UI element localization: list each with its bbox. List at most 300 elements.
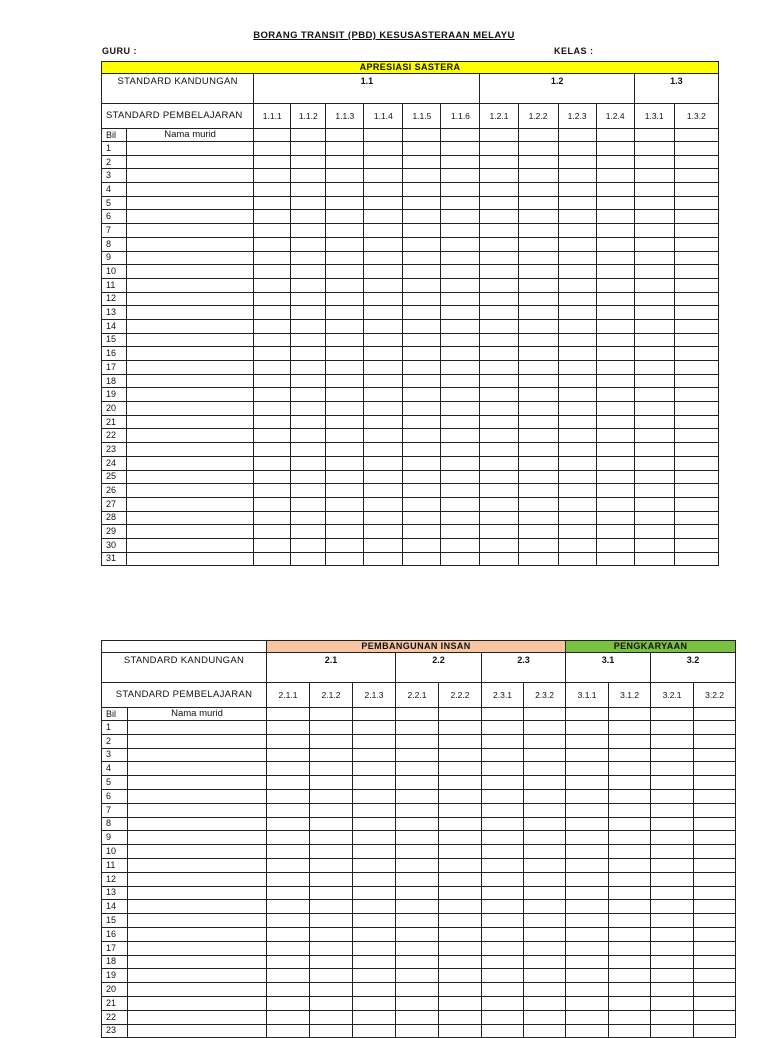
grade-cell[interactable]	[596, 429, 634, 443]
grade-cell[interactable]	[353, 734, 396, 748]
grade-cell[interactable]	[524, 803, 566, 817]
grade-cell[interactable]	[518, 169, 558, 183]
grade-cell[interactable]	[439, 803, 482, 817]
grade-cell[interactable]	[558, 552, 596, 566]
grade-cell[interactable]	[403, 470, 441, 484]
grade-cell[interactable]	[396, 803, 439, 817]
grade-cell[interactable]	[634, 155, 674, 169]
grade-cell[interactable]	[596, 456, 634, 470]
grade-cell[interactable]	[674, 374, 718, 388]
grade-cell[interactable]	[403, 388, 441, 402]
grade-cell[interactable]	[441, 196, 480, 210]
grade-cell[interactable]	[480, 169, 518, 183]
grade-cell[interactable]	[364, 361, 403, 375]
grade-cell[interactable]	[694, 886, 736, 900]
grade-cell[interactable]	[480, 224, 518, 238]
grade-cell[interactable]	[596, 306, 634, 320]
grade-cell[interactable]	[403, 525, 441, 539]
grade-cell[interactable]	[596, 237, 634, 251]
grade-cell[interactable]	[254, 237, 291, 251]
grade-cell[interactable]	[403, 306, 441, 320]
grade-cell[interactable]	[609, 858, 651, 872]
grade-cell[interactable]	[254, 183, 291, 197]
grade-cell[interactable]	[480, 361, 518, 375]
grade-cell[interactable]	[310, 941, 353, 955]
grade-cell[interactable]	[634, 237, 674, 251]
grade-cell[interactable]	[634, 142, 674, 156]
grade-cell[interactable]	[310, 776, 353, 790]
grade-cell[interactable]	[566, 708, 609, 721]
grade-cell[interactable]	[364, 429, 403, 443]
grade-cell[interactable]	[441, 402, 480, 416]
grade-cell[interactable]	[441, 347, 480, 361]
grade-cell[interactable]	[326, 292, 364, 306]
grade-cell[interactable]	[441, 237, 480, 251]
grade-cell[interactable]	[403, 333, 441, 347]
grade-cell[interactable]	[364, 374, 403, 388]
grade-cell[interactable]	[439, 914, 482, 928]
student-name-cell[interactable]	[127, 210, 254, 224]
grade-cell[interactable]	[524, 831, 566, 845]
grade-cell[interactable]	[267, 803, 310, 817]
grade-cell[interactable]	[441, 470, 480, 484]
student-name-cell[interactable]	[127, 415, 254, 429]
grade-cell[interactable]	[364, 456, 403, 470]
grade-cell[interactable]	[396, 734, 439, 748]
grade-cell[interactable]	[403, 374, 441, 388]
grade-cell[interactable]	[441, 415, 480, 429]
grade-cell[interactable]	[326, 142, 364, 156]
grade-cell[interactable]	[524, 955, 566, 969]
grade-cell[interactable]	[267, 941, 310, 955]
grade-cell[interactable]	[482, 776, 524, 790]
grade-cell[interactable]	[291, 278, 326, 292]
grade-cell[interactable]	[267, 776, 310, 790]
grade-cell[interactable]	[254, 169, 291, 183]
grade-cell[interactable]	[396, 858, 439, 872]
grade-cell[interactable]	[596, 196, 634, 210]
grade-cell[interactable]	[674, 251, 718, 265]
grade-cell[interactable]	[441, 129, 480, 142]
grade-cell[interactable]	[364, 210, 403, 224]
grade-cell[interactable]	[609, 831, 651, 845]
grade-cell[interactable]	[353, 996, 396, 1010]
grade-cell[interactable]	[596, 470, 634, 484]
grade-cell[interactable]	[566, 831, 609, 845]
grade-cell[interactable]	[480, 278, 518, 292]
grade-cell[interactable]	[267, 721, 310, 735]
grade-cell[interactable]	[694, 900, 736, 914]
grade-cell[interactable]	[558, 456, 596, 470]
grade-cell[interactable]	[480, 511, 518, 525]
grade-cell[interactable]	[524, 927, 566, 941]
grade-cell[interactable]	[566, 886, 609, 900]
grade-cell[interactable]	[518, 265, 558, 279]
grade-cell[interactable]	[609, 927, 651, 941]
grade-cell[interactable]	[441, 374, 480, 388]
grade-cell[interactable]	[674, 129, 718, 142]
grade-cell[interactable]	[353, 762, 396, 776]
grade-cell[interactable]	[326, 415, 364, 429]
student-name-cell[interactable]	[128, 996, 267, 1010]
grade-cell[interactable]	[566, 872, 609, 886]
grade-cell[interactable]	[566, 927, 609, 941]
grade-cell[interactable]	[634, 183, 674, 197]
grade-cell[interactable]	[596, 292, 634, 306]
grade-cell[interactable]	[651, 721, 694, 735]
grade-cell[interactable]	[518, 525, 558, 539]
grade-cell[interactable]	[596, 169, 634, 183]
grade-cell[interactable]	[651, 996, 694, 1010]
grade-cell[interactable]	[566, 762, 609, 776]
grade-cell[interactable]	[326, 443, 364, 457]
grade-cell[interactable]	[674, 292, 718, 306]
grade-cell[interactable]	[651, 983, 694, 997]
grade-cell[interactable]	[651, 1010, 694, 1024]
grade-cell[interactable]	[566, 1010, 609, 1024]
grade-cell[interactable]	[439, 817, 482, 831]
grade-cell[interactable]	[609, 941, 651, 955]
grade-cell[interactable]	[439, 969, 482, 983]
grade-cell[interactable]	[482, 803, 524, 817]
grade-cell[interactable]	[480, 196, 518, 210]
grade-cell[interactable]	[254, 538, 291, 552]
grade-cell[interactable]	[524, 1024, 566, 1038]
grade-cell[interactable]	[291, 525, 326, 539]
grade-cell[interactable]	[403, 319, 441, 333]
grade-cell[interactable]	[518, 306, 558, 320]
grade-cell[interactable]	[558, 278, 596, 292]
student-name-cell[interactable]	[128, 789, 267, 803]
grade-cell[interactable]	[353, 858, 396, 872]
grade-cell[interactable]	[267, 789, 310, 803]
grade-cell[interactable]	[267, 955, 310, 969]
grade-cell[interactable]	[353, 1010, 396, 1024]
grade-cell[interactable]	[396, 941, 439, 955]
grade-cell[interactable]	[310, 927, 353, 941]
student-name-cell[interactable]	[127, 429, 254, 443]
grade-cell[interactable]	[441, 142, 480, 156]
grade-cell[interactable]	[353, 721, 396, 735]
grade-cell[interactable]	[403, 237, 441, 251]
student-name-cell[interactable]	[128, 1010, 267, 1024]
grade-cell[interactable]	[518, 142, 558, 156]
grade-cell[interactable]	[254, 292, 291, 306]
grade-cell[interactable]	[396, 845, 439, 859]
grade-cell[interactable]	[267, 900, 310, 914]
grade-cell[interactable]	[439, 708, 482, 721]
grade-cell[interactable]	[694, 969, 736, 983]
grade-cell[interactable]	[291, 142, 326, 156]
grade-cell[interactable]	[353, 817, 396, 831]
grade-cell[interactable]	[518, 443, 558, 457]
grade-cell[interactable]	[482, 983, 524, 997]
grade-cell[interactable]	[480, 415, 518, 429]
grade-cell[interactable]	[364, 497, 403, 511]
grade-cell[interactable]	[267, 762, 310, 776]
student-name-cell[interactable]	[128, 872, 267, 886]
grade-cell[interactable]	[694, 1010, 736, 1024]
grade-cell[interactable]	[441, 278, 480, 292]
grade-cell[interactable]	[353, 708, 396, 721]
grade-cell[interactable]	[439, 831, 482, 845]
grade-cell[interactable]	[396, 789, 439, 803]
grade-cell[interactable]	[524, 996, 566, 1010]
grade-cell[interactable]	[441, 210, 480, 224]
grade-cell[interactable]	[651, 1024, 694, 1038]
grade-cell[interactable]	[439, 721, 482, 735]
grade-cell[interactable]	[596, 210, 634, 224]
grade-cell[interactable]	[480, 210, 518, 224]
grade-cell[interactable]	[634, 429, 674, 443]
grade-cell[interactable]	[674, 224, 718, 238]
grade-cell[interactable]	[353, 803, 396, 817]
grade-cell[interactable]	[254, 456, 291, 470]
grade-cell[interactable]	[291, 361, 326, 375]
grade-cell[interactable]	[480, 347, 518, 361]
grade-cell[interactable]	[254, 361, 291, 375]
grade-cell[interactable]	[396, 969, 439, 983]
student-name-cell[interactable]	[127, 497, 254, 511]
grade-cell[interactable]	[310, 969, 353, 983]
grade-cell[interactable]	[441, 497, 480, 511]
grade-cell[interactable]	[596, 497, 634, 511]
grade-cell[interactable]	[518, 129, 558, 142]
grade-cell[interactable]	[364, 306, 403, 320]
grade-cell[interactable]	[254, 196, 291, 210]
grade-cell[interactable]	[596, 319, 634, 333]
grade-cell[interactable]	[596, 538, 634, 552]
grade-cell[interactable]	[518, 538, 558, 552]
grade-cell[interactable]	[480, 484, 518, 498]
grade-cell[interactable]	[482, 762, 524, 776]
student-name-cell[interactable]	[127, 525, 254, 539]
grade-cell[interactable]	[558, 142, 596, 156]
grade-cell[interactable]	[518, 183, 558, 197]
grade-cell[interactable]	[596, 265, 634, 279]
grade-cell[interactable]	[353, 886, 396, 900]
grade-cell[interactable]	[596, 511, 634, 525]
grade-cell[interactable]	[634, 484, 674, 498]
grade-cell[interactable]	[480, 429, 518, 443]
grade-cell[interactable]	[634, 169, 674, 183]
grade-cell[interactable]	[524, 1010, 566, 1024]
grade-cell[interactable]	[326, 251, 364, 265]
grade-cell[interactable]	[291, 347, 326, 361]
grade-cell[interactable]	[596, 142, 634, 156]
grade-cell[interactable]	[651, 941, 694, 955]
grade-cell[interactable]	[254, 497, 291, 511]
grade-cell[interactable]	[634, 456, 674, 470]
grade-cell[interactable]	[291, 169, 326, 183]
grade-cell[interactable]	[566, 776, 609, 790]
grade-cell[interactable]	[291, 196, 326, 210]
grade-cell[interactable]	[364, 415, 403, 429]
grade-cell[interactable]	[524, 721, 566, 735]
grade-cell[interactable]	[364, 251, 403, 265]
grade-cell[interactable]	[480, 155, 518, 169]
grade-cell[interactable]	[482, 708, 524, 721]
grade-cell[interactable]	[609, 708, 651, 721]
grade-cell[interactable]	[674, 306, 718, 320]
grade-cell[interactable]	[518, 251, 558, 265]
grade-cell[interactable]	[403, 456, 441, 470]
grade-cell[interactable]	[396, 762, 439, 776]
grade-cell[interactable]	[634, 511, 674, 525]
grade-cell[interactable]	[482, 748, 524, 762]
grade-cell[interactable]	[396, 708, 439, 721]
student-name-cell[interactable]	[127, 443, 254, 457]
grade-cell[interactable]	[441, 429, 480, 443]
grade-cell[interactable]	[651, 817, 694, 831]
grade-cell[interactable]	[524, 734, 566, 748]
grade-cell[interactable]	[403, 552, 441, 566]
grade-cell[interactable]	[396, 831, 439, 845]
student-name-cell[interactable]	[128, 858, 267, 872]
grade-cell[interactable]	[596, 525, 634, 539]
grade-cell[interactable]	[651, 748, 694, 762]
grade-cell[interactable]	[326, 333, 364, 347]
grade-cell[interactable]	[558, 292, 596, 306]
grade-cell[interactable]	[403, 196, 441, 210]
grade-cell[interactable]	[441, 169, 480, 183]
grade-cell[interactable]	[439, 900, 482, 914]
grade-cell[interactable]	[310, 983, 353, 997]
grade-cell[interactable]	[694, 748, 736, 762]
grade-cell[interactable]	[609, 721, 651, 735]
grade-cell[interactable]	[441, 183, 480, 197]
grade-cell[interactable]	[291, 292, 326, 306]
grade-cell[interactable]	[518, 319, 558, 333]
grade-cell[interactable]	[674, 278, 718, 292]
grade-cell[interactable]	[566, 914, 609, 928]
grade-cell[interactable]	[674, 142, 718, 156]
student-name-cell[interactable]	[127, 183, 254, 197]
grade-cell[interactable]	[439, 1010, 482, 1024]
grade-cell[interactable]	[403, 538, 441, 552]
grade-cell[interactable]	[482, 817, 524, 831]
grade-cell[interactable]	[353, 831, 396, 845]
student-name-cell[interactable]	[127, 347, 254, 361]
grade-cell[interactable]	[518, 374, 558, 388]
grade-cell[interactable]	[566, 983, 609, 997]
grade-cell[interactable]	[609, 914, 651, 928]
grade-cell[interactable]	[518, 224, 558, 238]
grade-cell[interactable]	[254, 333, 291, 347]
grade-cell[interactable]	[596, 129, 634, 142]
grade-cell[interactable]	[403, 415, 441, 429]
grade-cell[interactable]	[558, 265, 596, 279]
grade-cell[interactable]	[254, 251, 291, 265]
grade-cell[interactable]	[254, 388, 291, 402]
grade-cell[interactable]	[482, 721, 524, 735]
student-name-cell[interactable]	[127, 292, 254, 306]
grade-cell[interactable]	[353, 983, 396, 997]
grade-cell[interactable]	[524, 872, 566, 886]
grade-cell[interactable]	[254, 265, 291, 279]
grade-cell[interactable]	[558, 347, 596, 361]
grade-cell[interactable]	[441, 292, 480, 306]
grade-cell[interactable]	[396, 1010, 439, 1024]
student-name-cell[interactable]	[127, 511, 254, 525]
grade-cell[interactable]	[609, 734, 651, 748]
grade-cell[interactable]	[310, 789, 353, 803]
grade-cell[interactable]	[694, 872, 736, 886]
grade-cell[interactable]	[364, 388, 403, 402]
grade-cell[interactable]	[566, 941, 609, 955]
grade-cell[interactable]	[364, 224, 403, 238]
grade-cell[interactable]	[364, 484, 403, 498]
grade-cell[interactable]	[596, 251, 634, 265]
grade-cell[interactable]	[441, 538, 480, 552]
grade-cell[interactable]	[364, 292, 403, 306]
grade-cell[interactable]	[694, 914, 736, 928]
grade-cell[interactable]	[674, 319, 718, 333]
grade-cell[interactable]	[364, 265, 403, 279]
grade-cell[interactable]	[353, 789, 396, 803]
grade-cell[interactable]	[524, 914, 566, 928]
grade-cell[interactable]	[694, 858, 736, 872]
grade-cell[interactable]	[558, 484, 596, 498]
grade-cell[interactable]	[439, 955, 482, 969]
grade-cell[interactable]	[396, 996, 439, 1010]
grade-cell[interactable]	[518, 292, 558, 306]
student-name-cell[interactable]	[127, 196, 254, 210]
student-name-cell[interactable]	[128, 803, 267, 817]
grade-cell[interactable]	[694, 721, 736, 735]
grade-cell[interactable]	[326, 511, 364, 525]
grade-cell[interactable]	[518, 388, 558, 402]
grade-cell[interactable]	[566, 789, 609, 803]
grade-cell[interactable]	[558, 402, 596, 416]
grade-cell[interactable]	[441, 484, 480, 498]
grade-cell[interactable]	[403, 278, 441, 292]
grade-cell[interactable]	[291, 129, 326, 142]
grade-cell[interactable]	[480, 388, 518, 402]
grade-cell[interactable]	[364, 402, 403, 416]
grade-cell[interactable]	[596, 155, 634, 169]
grade-cell[interactable]	[364, 319, 403, 333]
grade-cell[interactable]	[480, 333, 518, 347]
grade-cell[interactable]	[254, 552, 291, 566]
grade-cell[interactable]	[326, 374, 364, 388]
grade-cell[interactable]	[403, 511, 441, 525]
grade-cell[interactable]	[634, 265, 674, 279]
grade-cell[interactable]	[518, 402, 558, 416]
grade-cell[interactable]	[634, 538, 674, 552]
grade-cell[interactable]	[694, 817, 736, 831]
grade-cell[interactable]	[609, 1010, 651, 1024]
grade-cell[interactable]	[651, 789, 694, 803]
grade-cell[interactable]	[609, 886, 651, 900]
grade-cell[interactable]	[439, 845, 482, 859]
grade-cell[interactable]	[291, 402, 326, 416]
grade-cell[interactable]	[480, 251, 518, 265]
grade-cell[interactable]	[267, 831, 310, 845]
grade-cell[interactable]	[480, 443, 518, 457]
grade-cell[interactable]	[482, 1010, 524, 1024]
grade-cell[interactable]	[634, 415, 674, 429]
student-name-cell[interactable]	[127, 456, 254, 470]
grade-cell[interactable]	[403, 402, 441, 416]
grade-cell[interactable]	[609, 872, 651, 886]
student-name-cell[interactable]	[127, 470, 254, 484]
grade-cell[interactable]	[651, 845, 694, 859]
grade-cell[interactable]	[482, 872, 524, 886]
grade-cell[interactable]	[651, 776, 694, 790]
grade-cell[interactable]	[403, 429, 441, 443]
grade-cell[interactable]	[310, 886, 353, 900]
